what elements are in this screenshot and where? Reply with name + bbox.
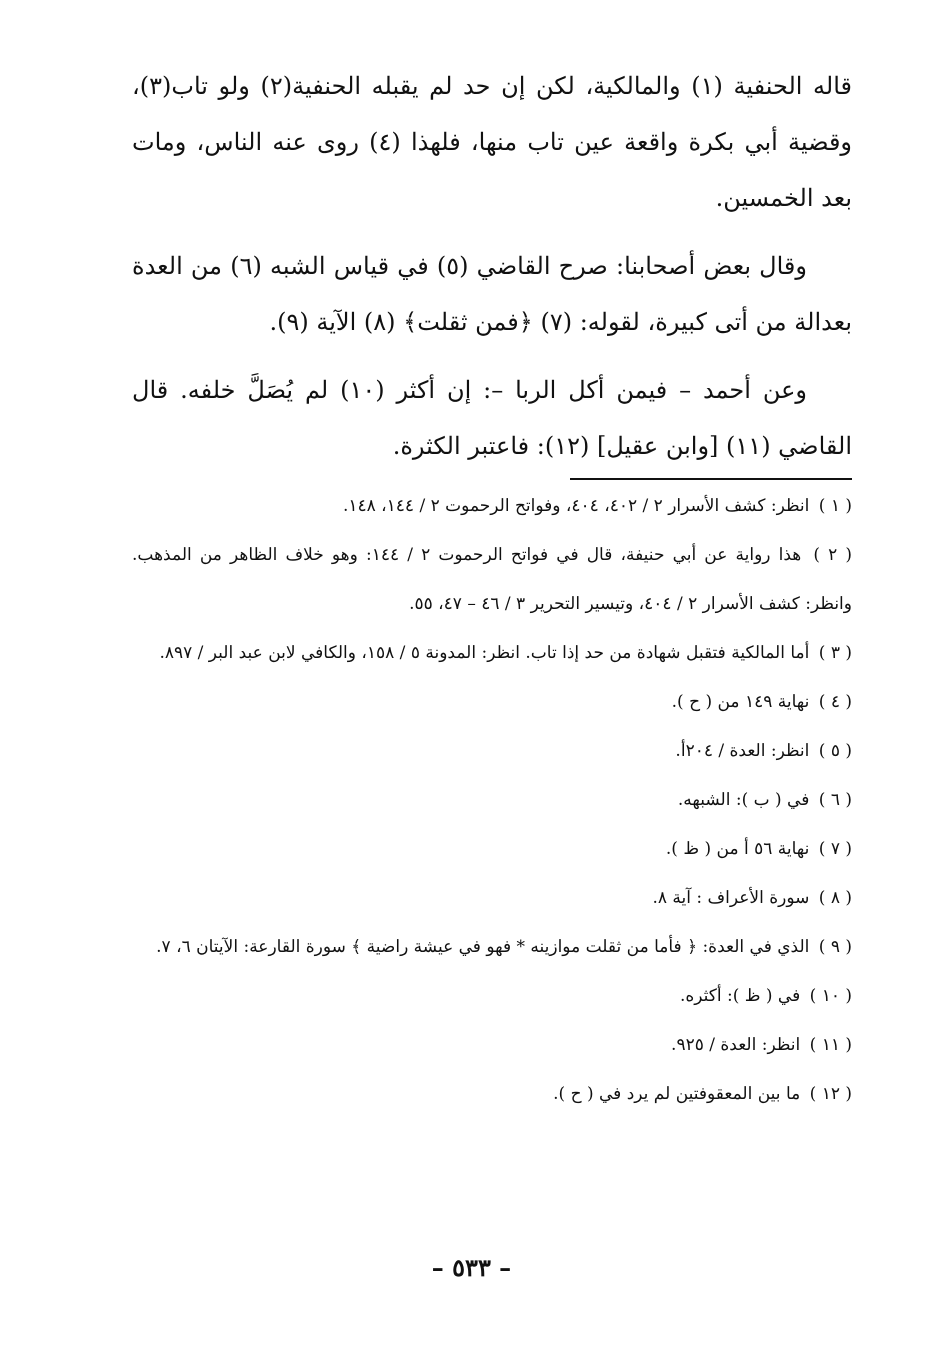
footnote-text: سورة الأعراف : آية ٨. bbox=[652, 888, 810, 908]
footnote-5 bbox=[132, 727, 852, 776]
footnotes bbox=[132, 482, 852, 1119]
footnote-number: ( ٢ ) bbox=[813, 545, 852, 565]
footnote-4 bbox=[132, 678, 852, 727]
footnote-text: هذا رواية عن أبي حنيفة، قال في فواتح الرحموت ٢ / ١٤٤: وهو خلاف الظاهر من المذهب. وانظر: كشف الأسرار ٢ / ٤٠٤، وتيسير التحرير ٣ / ٤٦ – ٤٧، ٥٥. bbox=[132, 545, 852, 614]
footnote-number: ( ٨ ) bbox=[818, 888, 852, 908]
footnote-text: ما بين المعقوفتين لم يرد في ( ح ). bbox=[553, 1084, 801, 1104]
page-number: – ٥٣٣ – bbox=[431, 1253, 512, 1282]
paragraph-2: وقال بعض أصحابنا: صرح القاضي (٥) في قياس الشبه (٦) من العدة بعدالة من أتى كبيرة، لقوله: (٧) ﴿فمن ثقلت﴾ (٨) الآية (٩). bbox=[132, 252, 852, 336]
footnote-8 bbox=[132, 874, 852, 923]
footnote-number: ( ١٠ ) bbox=[809, 986, 852, 1006]
footnote-6 bbox=[132, 776, 852, 825]
footnote-number: ( ٣ ) bbox=[818, 643, 852, 663]
footnote-3 bbox=[132, 629, 852, 678]
footnote-number: ( ٦ ) bbox=[818, 790, 852, 810]
footnote-number: ( ٩ ) bbox=[818, 937, 852, 957]
footnote-text: في ( ب ): الشبهه. bbox=[677, 790, 810, 810]
footnote-10 bbox=[132, 972, 852, 1021]
footnote-number: ( ٥ ) bbox=[818, 741, 852, 761]
footnote-7 bbox=[132, 825, 852, 874]
footnote-text: في ( ظ ): أكثره. bbox=[679, 986, 801, 1006]
footnote-text: أما المالكية فتقبل شهادة من حد إذا تاب. انظر: المدونة ٥ / ١٥٨، والكافي لابن عبد البر / ٨٩٧. bbox=[159, 643, 810, 663]
footnote-1 bbox=[132, 482, 852, 531]
footnote-divider bbox=[570, 478, 852, 480]
footnote-2 bbox=[132, 531, 852, 629]
footnote-11 bbox=[132, 1021, 852, 1070]
footnote-number: ( ١١ ) bbox=[809, 1035, 852, 1055]
main-text bbox=[132, 58, 852, 486]
footnote-text: الذي في العدة: ﴿ فأما من ثقلت موازينه * فهو في عيشة راضية ﴾ سورة القارعة: الآيتان ٦، ٧. bbox=[156, 937, 810, 957]
footnote-text: انظر: العدة / ٩٢٥. bbox=[671, 1035, 801, 1055]
footnote-text: انظر: العدة / ٢٠٤أ. bbox=[675, 741, 810, 761]
footnote-number: ( ١٢ ) bbox=[809, 1084, 852, 1104]
footnote-text: نهاية ١٤٩ من ( ح ). bbox=[671, 692, 810, 712]
paragraph-3: وعن أحمد – فيمن أكل الربا –: إن أكثر (١٠) لم يُصَلَّ خلفه. قال القاضي (١١) [وابن عقيل] (١٢): فاعتبر الكثرة. bbox=[132, 376, 852, 460]
footnote-text: نهاية ٥٦ أ من ( ظ ). bbox=[665, 839, 810, 859]
footnote-9 bbox=[132, 923, 852, 972]
footnote-12 bbox=[132, 1070, 852, 1119]
footnote-text: انظر: كشف الأسرار ٢ / ٤٠٢، ٤٠٤، وفواتح الرحموت ٢ / ١٤٤، ١٤٨. bbox=[342, 496, 810, 516]
footnote-number: ( ٤ ) bbox=[818, 692, 852, 712]
paragraph-1: قاله الحنفية (١) والمالكية، لكن إن حد لم يقبله الحنفية(٢) ولو تاب(٣)، وقضية أبي بكرة واقعة عين تاب منها، فلهذا (٤) روى عنه الناس، ومات بعد الخمسين. bbox=[132, 72, 853, 212]
footnote-number: ( ٧ ) bbox=[818, 839, 852, 859]
footnote-number: ( ١ ) bbox=[818, 496, 852, 516]
